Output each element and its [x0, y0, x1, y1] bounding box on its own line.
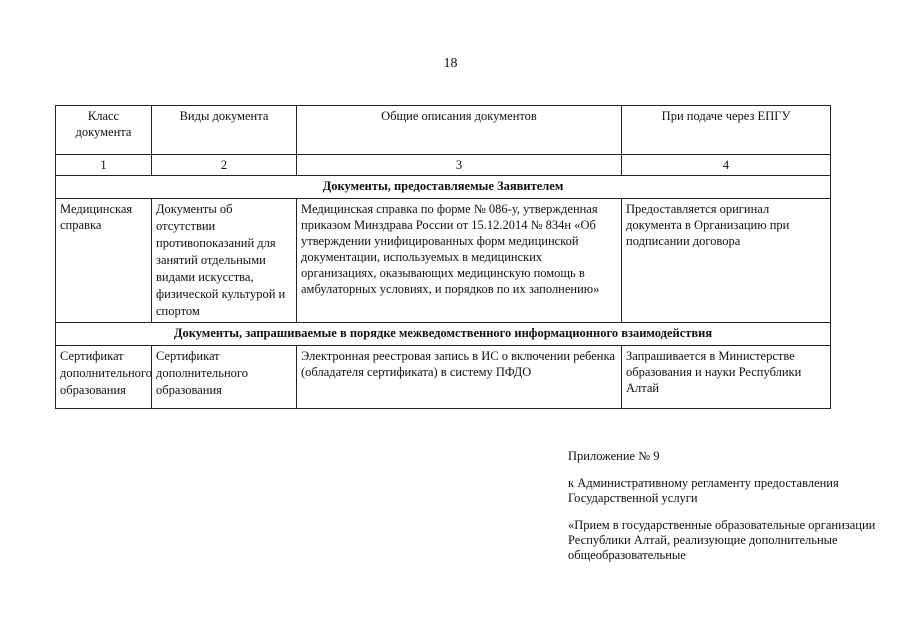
appendix-line-2: «Прием в государственные образовательные организации Республики Алтай, реализующие дополнительные общеобразовательные	[568, 518, 876, 562]
column-number: 2	[152, 155, 297, 176]
document-class-cell: Сертификат дополнительного образования	[56, 346, 152, 409]
header-cell: Общие описания документов	[297, 106, 622, 155]
appendix-block	[568, 449, 888, 563]
document-description-cell: Медицинская справка по форме № 086-у, утвержденная приказом Минздрава России от 15.12.2014 № 834н «Об утверждении унифицированных форм медицинской документации, используемых в медицинских организациях, оказывающих медицинскую помощь в амбулаторных условиях, и порядков по их заполнению»	[297, 199, 622, 323]
appendix-title: Приложение № 9	[568, 449, 660, 463]
header-cell: Виды документа	[152, 106, 297, 155]
column-number: 3	[297, 155, 622, 176]
document-class-cell: Медицинская справка	[56, 199, 152, 323]
epgu-submission-cell: Предоставляется оригинал документа в Организацию при подписании договора	[622, 199, 831, 323]
page-number: 18	[443, 56, 458, 71]
column-number: 4	[622, 155, 831, 176]
appendix-line-1: к Административному регламенту предоставления Государственной услуги	[568, 476, 839, 505]
header-cell: При подаче через ЕПГУ	[622, 106, 831, 155]
documents-table	[55, 105, 831, 409]
document-description-cell: Электронная реестровая запись в ИС о включении ребенка (обладателя сертификата) в систему ПФДО	[297, 346, 622, 409]
document-kind-cell: Сертификат дополнительного образования	[152, 346, 297, 409]
table-row	[56, 199, 831, 323]
table-header-row	[56, 106, 831, 155]
section-header-row	[56, 323, 831, 346]
document-kind-cell: Документы об отсутствии противопоказаний для занятий отдельными видами искусства, физической культурой и спортом	[152, 199, 297, 323]
table-row	[56, 346, 831, 409]
epgu-submission-cell: Запрашивается в Министерстве образования и науки Республики Алтай	[622, 346, 831, 409]
section-header-row	[56, 176, 831, 199]
header-cell: Класс документа	[56, 106, 152, 155]
section-title: Документы, запрашиваемые в порядке межведомственного информационного взаимодействия	[56, 323, 831, 346]
section-title: Документы, предоставляемые Заявителем	[56, 176, 831, 199]
column-numbers-row	[56, 155, 831, 176]
column-number: 1	[56, 155, 152, 176]
